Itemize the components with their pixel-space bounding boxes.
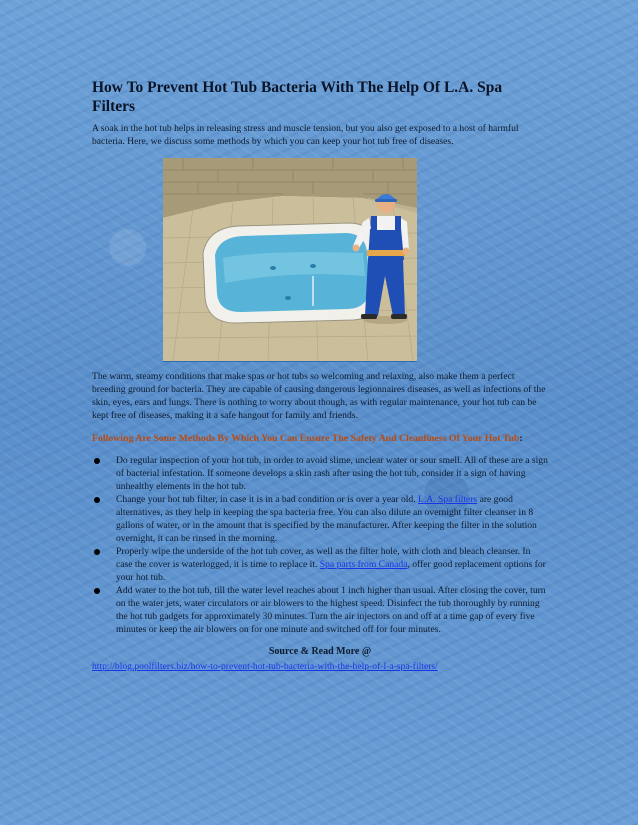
bullet-icon: [94, 588, 100, 594]
methods-heading: [92, 432, 548, 445]
list-item: [92, 584, 548, 636]
list-item-text: Do regular inspection of your hot tub, in order to avoid slime, unclear water or sour smell. All of these are a sign of bacterial infestation. If someone develops a skin rash after using the hot tub, consider it a sign of having unhealthy elements in the hot tub.: [116, 455, 548, 492]
list-item-text-before-link: Properly wipe the underside of the hot tub cover, as well as the filter hole, with cloth and bleach cleanser. In case the cover is waterlogged, it is time to replace it.: [116, 546, 531, 570]
methods-heading-text: Following Are Some Methods By Which You Can Ensure The Safety And Cleanliness Of Your Hot Tub: [92, 433, 520, 444]
list-item-text-after-link: are good alternatives, as they help in keeping the spa bacteria free. You can also dilute an overnight filter cleanser in 8 gallons of water, or in the amount that is specified by the manufacturer. After keeping the filter in the solution overnight, it can be rinsed in the morning.: [116, 494, 537, 544]
list-item: [92, 545, 548, 584]
bullet-icon: [94, 497, 100, 503]
list-item: [92, 493, 548, 545]
intro-paragraph: A soak in the hot tub helps in releasing stress and muscle tension, but you also get exposed to a host of harmful bacteria. Here, we discuss some methods by which you can keep your hot tub free of diseases.: [92, 123, 519, 147]
source-label: Source & Read More @: [268, 646, 372, 657]
bullet-icon: [94, 458, 100, 464]
hot-tub-illustration: [163, 158, 417, 362]
la-spa-filters-link[interactable]: L.A. Spa filters: [418, 494, 478, 505]
spa-parts-canada-link[interactable]: Spa parts from Canada: [319, 559, 408, 570]
document-page: [92, 78, 548, 673]
document-title: How To Prevent Hot Tub Bacteria With The Help Of L.A. Spa Filters: [92, 79, 503, 115]
bullet-icon: [94, 549, 100, 555]
list-item-text-after-link: , offer good replacement options for your hot tub.: [116, 559, 546, 583]
source-url-link[interactable]: http://blog.poolfilters.biz/how-to-prevent-hot-tub-bacteria-with-the-help-of-l-a-spa-filters/: [92, 661, 438, 672]
methods-list: [92, 454, 548, 636]
methods-heading-colon: :: [519, 433, 523, 444]
body-paragraph: The warm, steamy conditions that make spas or hot tubs so welcoming and relaxing, also make them a perfect breeding ground for bacteria. They are capable of causing dangerous legionnaires diseases, as well as infections of the skin, eyes, ears and lungs. There is nothing to worry about though, as with regular maintenance, your hot tub can be kept free of diseases, making it a safe hangout for family and friends.: [92, 371, 546, 421]
list-item-text-before-link: Change your hot tub filter, in case it is in a bad condition or is over a year old.: [116, 494, 419, 505]
list-item-text: Add water to the hot tub, till the water level reaches about 1 inch higher than usual. After closing the cover, turn on the water jets, water circulators or air blowers to the highest speed. Disinfect the tub thoroughly by running the hot tub gadgets for approximately 30 minutes. Turn the air injectors on and off at a time gap of every five minutes or keep the air blowers on for one minute and switched off for four minutes.: [116, 585, 546, 635]
list-item: [92, 454, 548, 493]
